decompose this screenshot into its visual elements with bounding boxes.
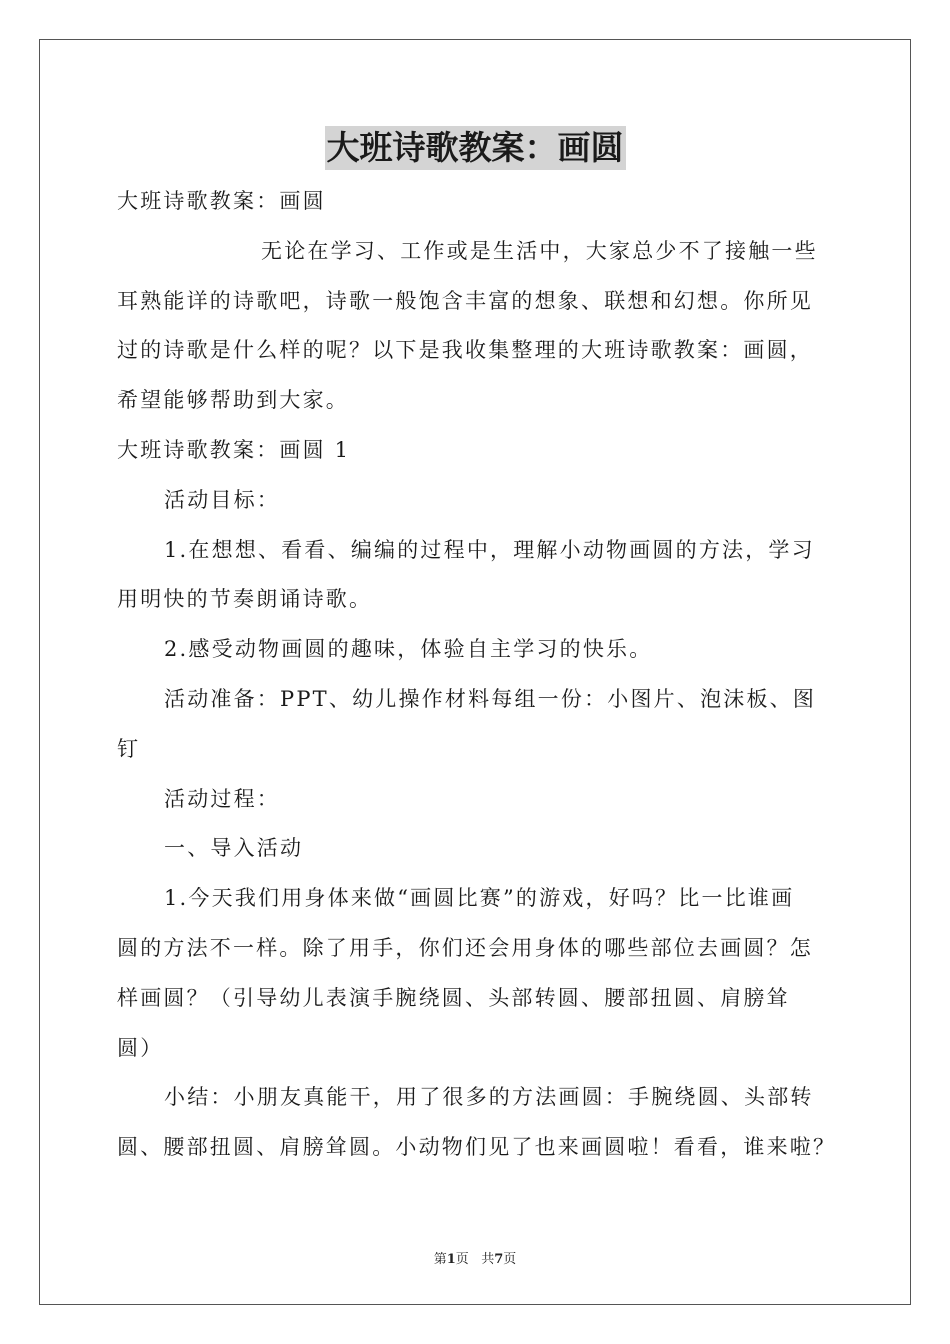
paragraph-line: 1.在想想、看看、编编的过程中，理解小动物画圆的方法，学习 xyxy=(164,537,815,562)
paragraph-line: 耳熟能详的诗歌吧，诗歌一般饱含丰富的想象、联想和幻想。你所见 xyxy=(117,288,813,313)
paragraph-line: 圆、腰部扭圆、肩膀耸圆。小动物们见了也来画圆啦！看看，谁来啦？ xyxy=(117,1135,837,1160)
title-wrap xyxy=(0,126,950,170)
document-title: 大班诗歌教案：画圆 xyxy=(325,126,626,170)
paragraph-line: 希望能够帮助到大家。 xyxy=(117,388,349,413)
document-body xyxy=(117,177,837,1173)
paragraph-line: 1.今天我们用身体来做“画圆比赛”的游戏，好吗？比一比谁画 xyxy=(164,886,795,911)
paragraph-line: 一、导入活动 xyxy=(164,836,304,861)
footer-total-pages: 7 xyxy=(494,1252,504,1267)
paragraph-line: 活动目标： xyxy=(164,487,280,512)
paragraph-line: 2.感受动物画圆的趣味，体验自主学习的快乐。 xyxy=(164,637,653,662)
paragraph-line: 圆的方法不一样。除了用手，你们还会用身体的哪些部位去画圆？怎 xyxy=(117,935,813,960)
paragraph-line: 无论在学习、工作或是生活中，大家总少不了接触一些 xyxy=(261,238,818,263)
footer-page-number: 1 xyxy=(446,1252,456,1267)
footer-page-suffix: 页 xyxy=(455,1252,469,1267)
paragraph-line: 活动过程： xyxy=(164,786,280,811)
paragraph-line: 过的诗歌是什么样的呢？以下是我收集整理的大班诗歌教案：画圆， xyxy=(117,338,813,363)
paragraph-line: 钉 xyxy=(117,736,141,761)
paragraph-line: 样画圆？（引导幼儿表演手腕绕圆、头部转圆、腰部扭圆、肩膀耸 xyxy=(117,985,790,1010)
paragraph-line: 活动准备：PPT、幼儿操作材料每组一份：小图片、泡沫板、图 xyxy=(164,686,817,711)
footer-total-prefix: 共 xyxy=(481,1252,495,1267)
paragraph-line: 小结：小朋友真能干，用了很多的方法画圆：手腕绕圆、头部转 xyxy=(164,1085,814,1110)
subtitle-line: 大班诗歌教案：画圆 xyxy=(117,189,326,213)
paragraph-line: 圆） xyxy=(117,1035,164,1060)
section-heading: 大班诗歌教案：画圆 1 xyxy=(117,437,351,462)
footer-total-suffix: 页 xyxy=(503,1252,517,1267)
page-footer xyxy=(0,1248,950,1267)
paragraph-line: 用明快的节奏朗诵诗歌。 xyxy=(117,587,373,612)
footer-prefix: 第 xyxy=(433,1252,447,1267)
